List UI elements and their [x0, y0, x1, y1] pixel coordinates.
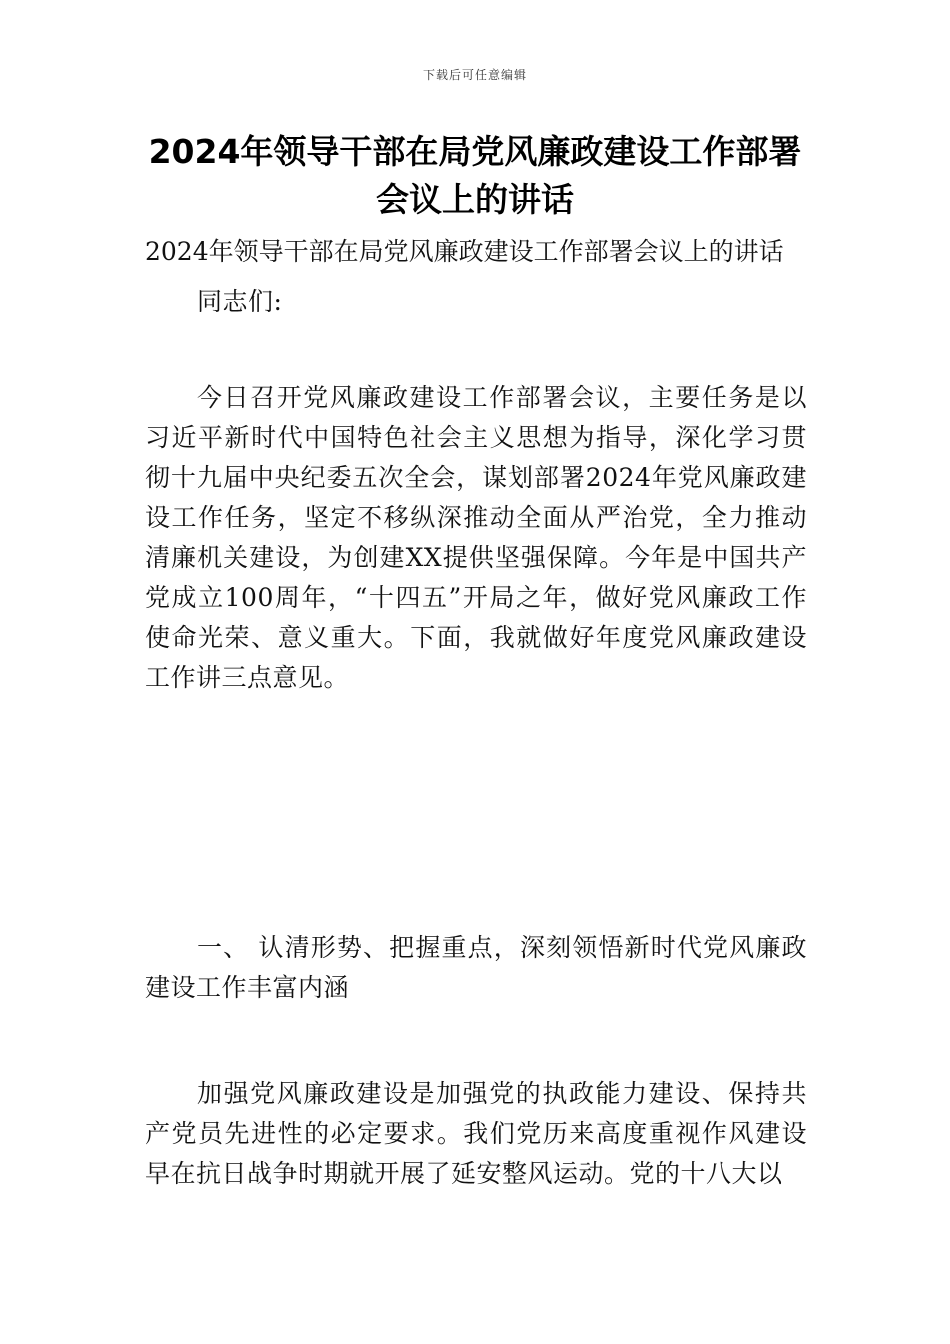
document-title: 2024年领导干部在局党风廉政建设工作部署会议上的讲话	[148, 132, 802, 219]
paragraph-body: 加强党风廉政建设是加强党的执政能力建设、保持共产党员先进性的必定要求。我们党历来高度重视作风建设早在抗日战争时期就开展了延安整风运动。党的十八大以	[145, 1079, 807, 1188]
header-note: 下载后可任意编辑	[422, 68, 527, 82]
salutation: 同志们:	[197, 287, 283, 316]
document-subtitle: 2024年领导干部在局党风廉政建设工作部署会议上的讲话	[145, 237, 784, 266]
paragraph-intro: 今日召开党风廉政建设工作部署会议，主要任务是以习近平新时代中国特色社会主义思想为指导，深化学习贯彻十九届中央纪委五次全会，谋划部署2024年党风廉政建设工作任务，坚定不移纵深推动全面从严治党，全力推动清廉机关建设，为创建XX提供坚强保障。今年是中国共产党成立100周年，“十四五”开局之年，做好党风廉政工作使命光荣、意义重大。下面，我就做好年度党风廉政建设工作讲三点意见。	[145, 383, 807, 692]
section-heading: 一、 认清形势、把握重点，深刻领悟新时代党风廉政建设工作丰富内涵	[145, 933, 807, 1002]
